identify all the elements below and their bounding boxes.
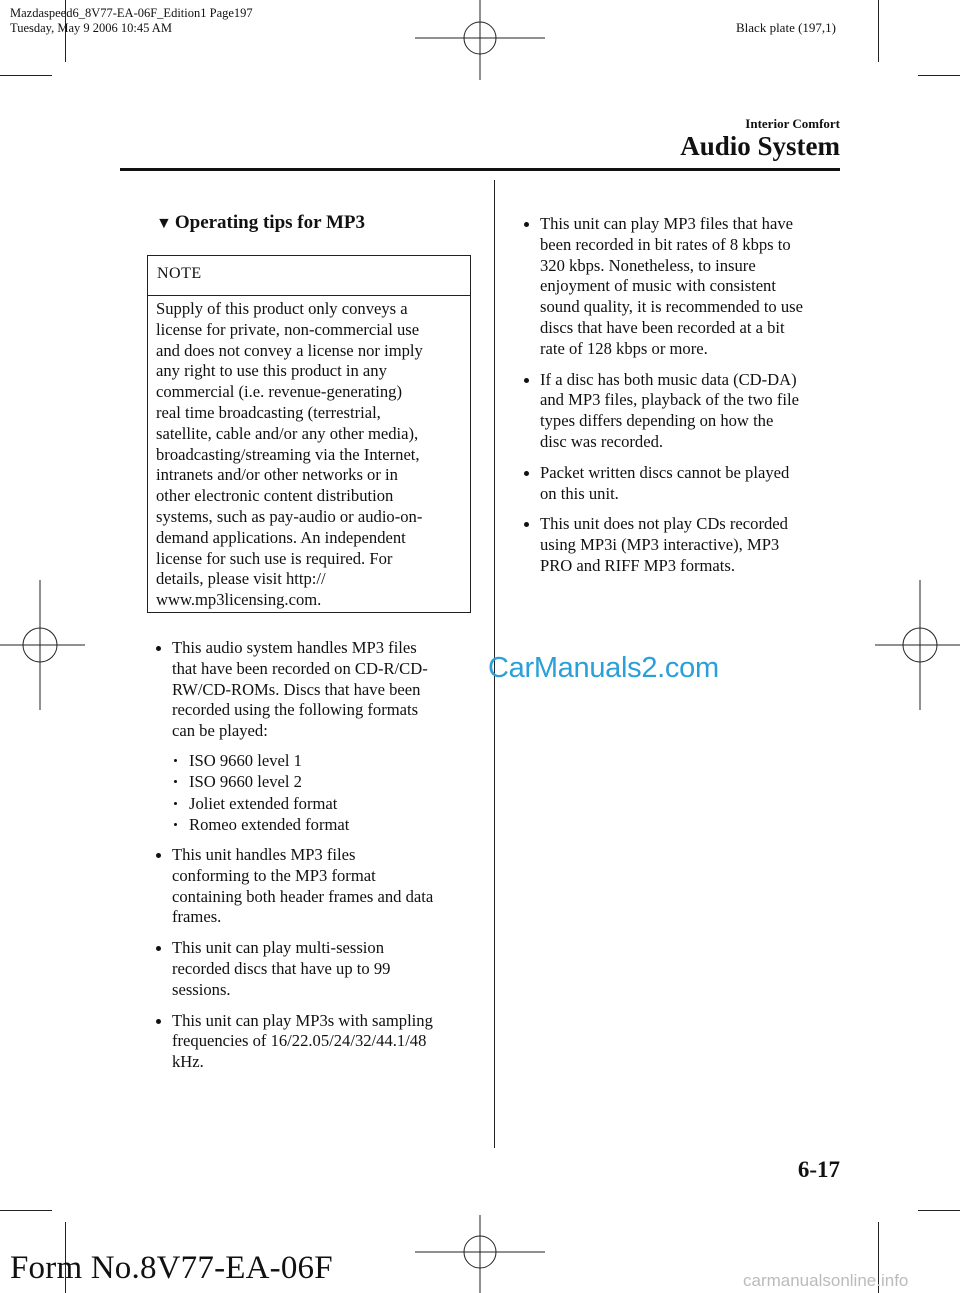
bullet-line: If a disc has both music data (CD-DA)	[540, 369, 797, 389]
note-line: commercial (i.e. revenue-generating)	[156, 382, 403, 402]
bullet-line: This unit handles MP3 files	[172, 844, 356, 864]
heading-text: Operating tips for MP3	[174, 212, 366, 233]
note-line: satellite, cable and/or any other media),	[156, 423, 419, 443]
format-item: ISO 9660 level 2	[164, 771, 477, 793]
left-bullet-list	[147, 638, 477, 1073]
bullet-icon	[156, 646, 161, 651]
note-line: www.mp3licensing.com.	[156, 590, 322, 610]
note-box	[147, 255, 471, 613]
bullet-item	[515, 214, 850, 360]
small-bullet-icon	[174, 823, 177, 826]
bullet-line: rate of 128 kbps or more.	[540, 338, 708, 358]
slug-line: Mazdaspeed6_8V77-EA-06F_Edition1 Page197	[10, 6, 253, 20]
bullet-line: on this unit.	[540, 483, 619, 503]
bullet-line: can be played:	[172, 721, 268, 741]
print-slug	[10, 6, 253, 36]
bullet-icon	[524, 222, 529, 227]
chapter-title: Interior Comfort	[745, 116, 840, 131]
registration-mark-top	[415, 0, 545, 80]
small-bullet-icon	[174, 780, 177, 783]
bullet-line: This audio system handles MP3 files	[172, 638, 417, 657]
bullet-line: 320 kbps. Nonetheless, to insure	[540, 255, 756, 275]
bullet-line: sessions.	[172, 979, 231, 999]
bullet-icon	[156, 1019, 161, 1024]
bullet-line: disc was recorded.	[540, 431, 664, 451]
bullet-line: RW/CD-ROMs. Discs that have been	[172, 679, 421, 699]
note-line: broadcasting/streaming via the Internet,	[156, 444, 420, 464]
format-item: Romeo extended format	[164, 814, 477, 836]
bullet-line: containing both header frames and data	[172, 886, 434, 906]
bullet-icon	[156, 946, 161, 951]
bullet-line: Packet written discs cannot be played	[540, 462, 790, 482]
bullet-line: enjoyment of music with consistent	[540, 276, 776, 296]
subsection-heading	[156, 212, 365, 234]
note-line: Supply of this product only conveys a	[156, 299, 408, 318]
note-line: license for such use is required. For	[156, 548, 393, 568]
note-line: real time broadcasting (terrestrial,	[156, 402, 381, 422]
watermark-logo: CarManuals2.com	[488, 652, 719, 684]
note-line: details, please visit http://	[156, 569, 326, 589]
page-number: 6-17	[797, 1157, 840, 1182]
bullet-item	[147, 845, 477, 928]
bullet-icon	[524, 378, 529, 383]
plate-label: Black plate (197,1)	[736, 20, 836, 35]
bullet-icon	[524, 522, 529, 527]
section-title: Audio System	[680, 131, 840, 161]
bullet-item	[147, 938, 477, 1000]
form-number: Form No.8V77-EA-06F	[10, 1250, 333, 1286]
bullet-line: conforming to the MP3 format	[172, 865, 376, 885]
bullet-line: sound quality, it is recommended to use	[540, 297, 803, 317]
bullet-line: that have been recorded on CD-R/CD-	[172, 658, 428, 678]
bullet-line: types differs depending on how the	[540, 411, 774, 431]
bullet-item	[515, 370, 850, 453]
bullet-line: recorded using the following formats	[172, 700, 419, 720]
note-body	[148, 296, 470, 611]
bullet-line: kHz.	[172, 1052, 204, 1072]
bullet-item	[147, 638, 477, 742]
bullet-line: This unit can play multi-session	[172, 938, 385, 958]
bullet-line: and MP3 files, playback of the two file	[540, 390, 799, 410]
site-watermark: carmanualsonline.info	[743, 1271, 909, 1290]
bullet-line: frequencies of 16/22.05/24/32/44.1/48	[172, 1031, 427, 1051]
header-rule	[120, 168, 840, 171]
bullet-line: This unit can play MP3 files that have	[540, 214, 794, 233]
note-line: license for private, non-commercial use	[156, 319, 420, 339]
registration-mark-left	[0, 580, 85, 710]
bullet-line: frames.	[172, 907, 222, 927]
bullet-line: using MP3i (MP3 interactive), MP3	[540, 535, 780, 555]
bullet-icon	[524, 471, 529, 476]
format-list	[164, 750, 477, 836]
note-line: demand applications. An independent	[156, 527, 406, 547]
bullet-item	[515, 514, 850, 576]
bullet-icon	[156, 853, 161, 858]
note-title: NOTE	[148, 256, 470, 296]
registration-mark-right	[875, 580, 960, 710]
note-line: other electronic content distribution	[156, 486, 394, 506]
bullet-line: This unit can play MP3s with sampling	[172, 1010, 433, 1030]
small-bullet-icon	[174, 759, 177, 762]
bullet-item	[147, 1011, 477, 1073]
format-item: Joliet extended format	[164, 793, 477, 815]
small-bullet-icon	[174, 802, 177, 805]
bullet-line: been recorded in bit rates of 8 kbps to	[540, 234, 791, 254]
note-line: intranets and/or other networks or in	[156, 465, 398, 485]
bullet-line: discs that have been recorded at a bit	[540, 317, 785, 337]
note-line: any right to use this product in any	[156, 361, 387, 381]
bullet-line: recorded discs that have up to 99	[172, 958, 391, 978]
registration-mark-bottom	[415, 1215, 545, 1293]
bullet-item	[515, 463, 850, 505]
bullet-line: PRO and RIFF MP3 formats.	[540, 555, 736, 575]
note-line: systems, such as pay-audio or audio-on-	[156, 506, 423, 526]
note-line: and does not convey a license nor imply	[156, 340, 423, 360]
format-item: ISO 9660 level 1	[164, 750, 477, 772]
bullet-line: This unit does not play CDs recorded	[540, 514, 788, 534]
triangle-marker-icon: ▼	[156, 215, 172, 232]
right-bullet-list	[515, 214, 850, 577]
slug-line: Tuesday, May 9 2006 10:45 AM	[10, 21, 172, 35]
